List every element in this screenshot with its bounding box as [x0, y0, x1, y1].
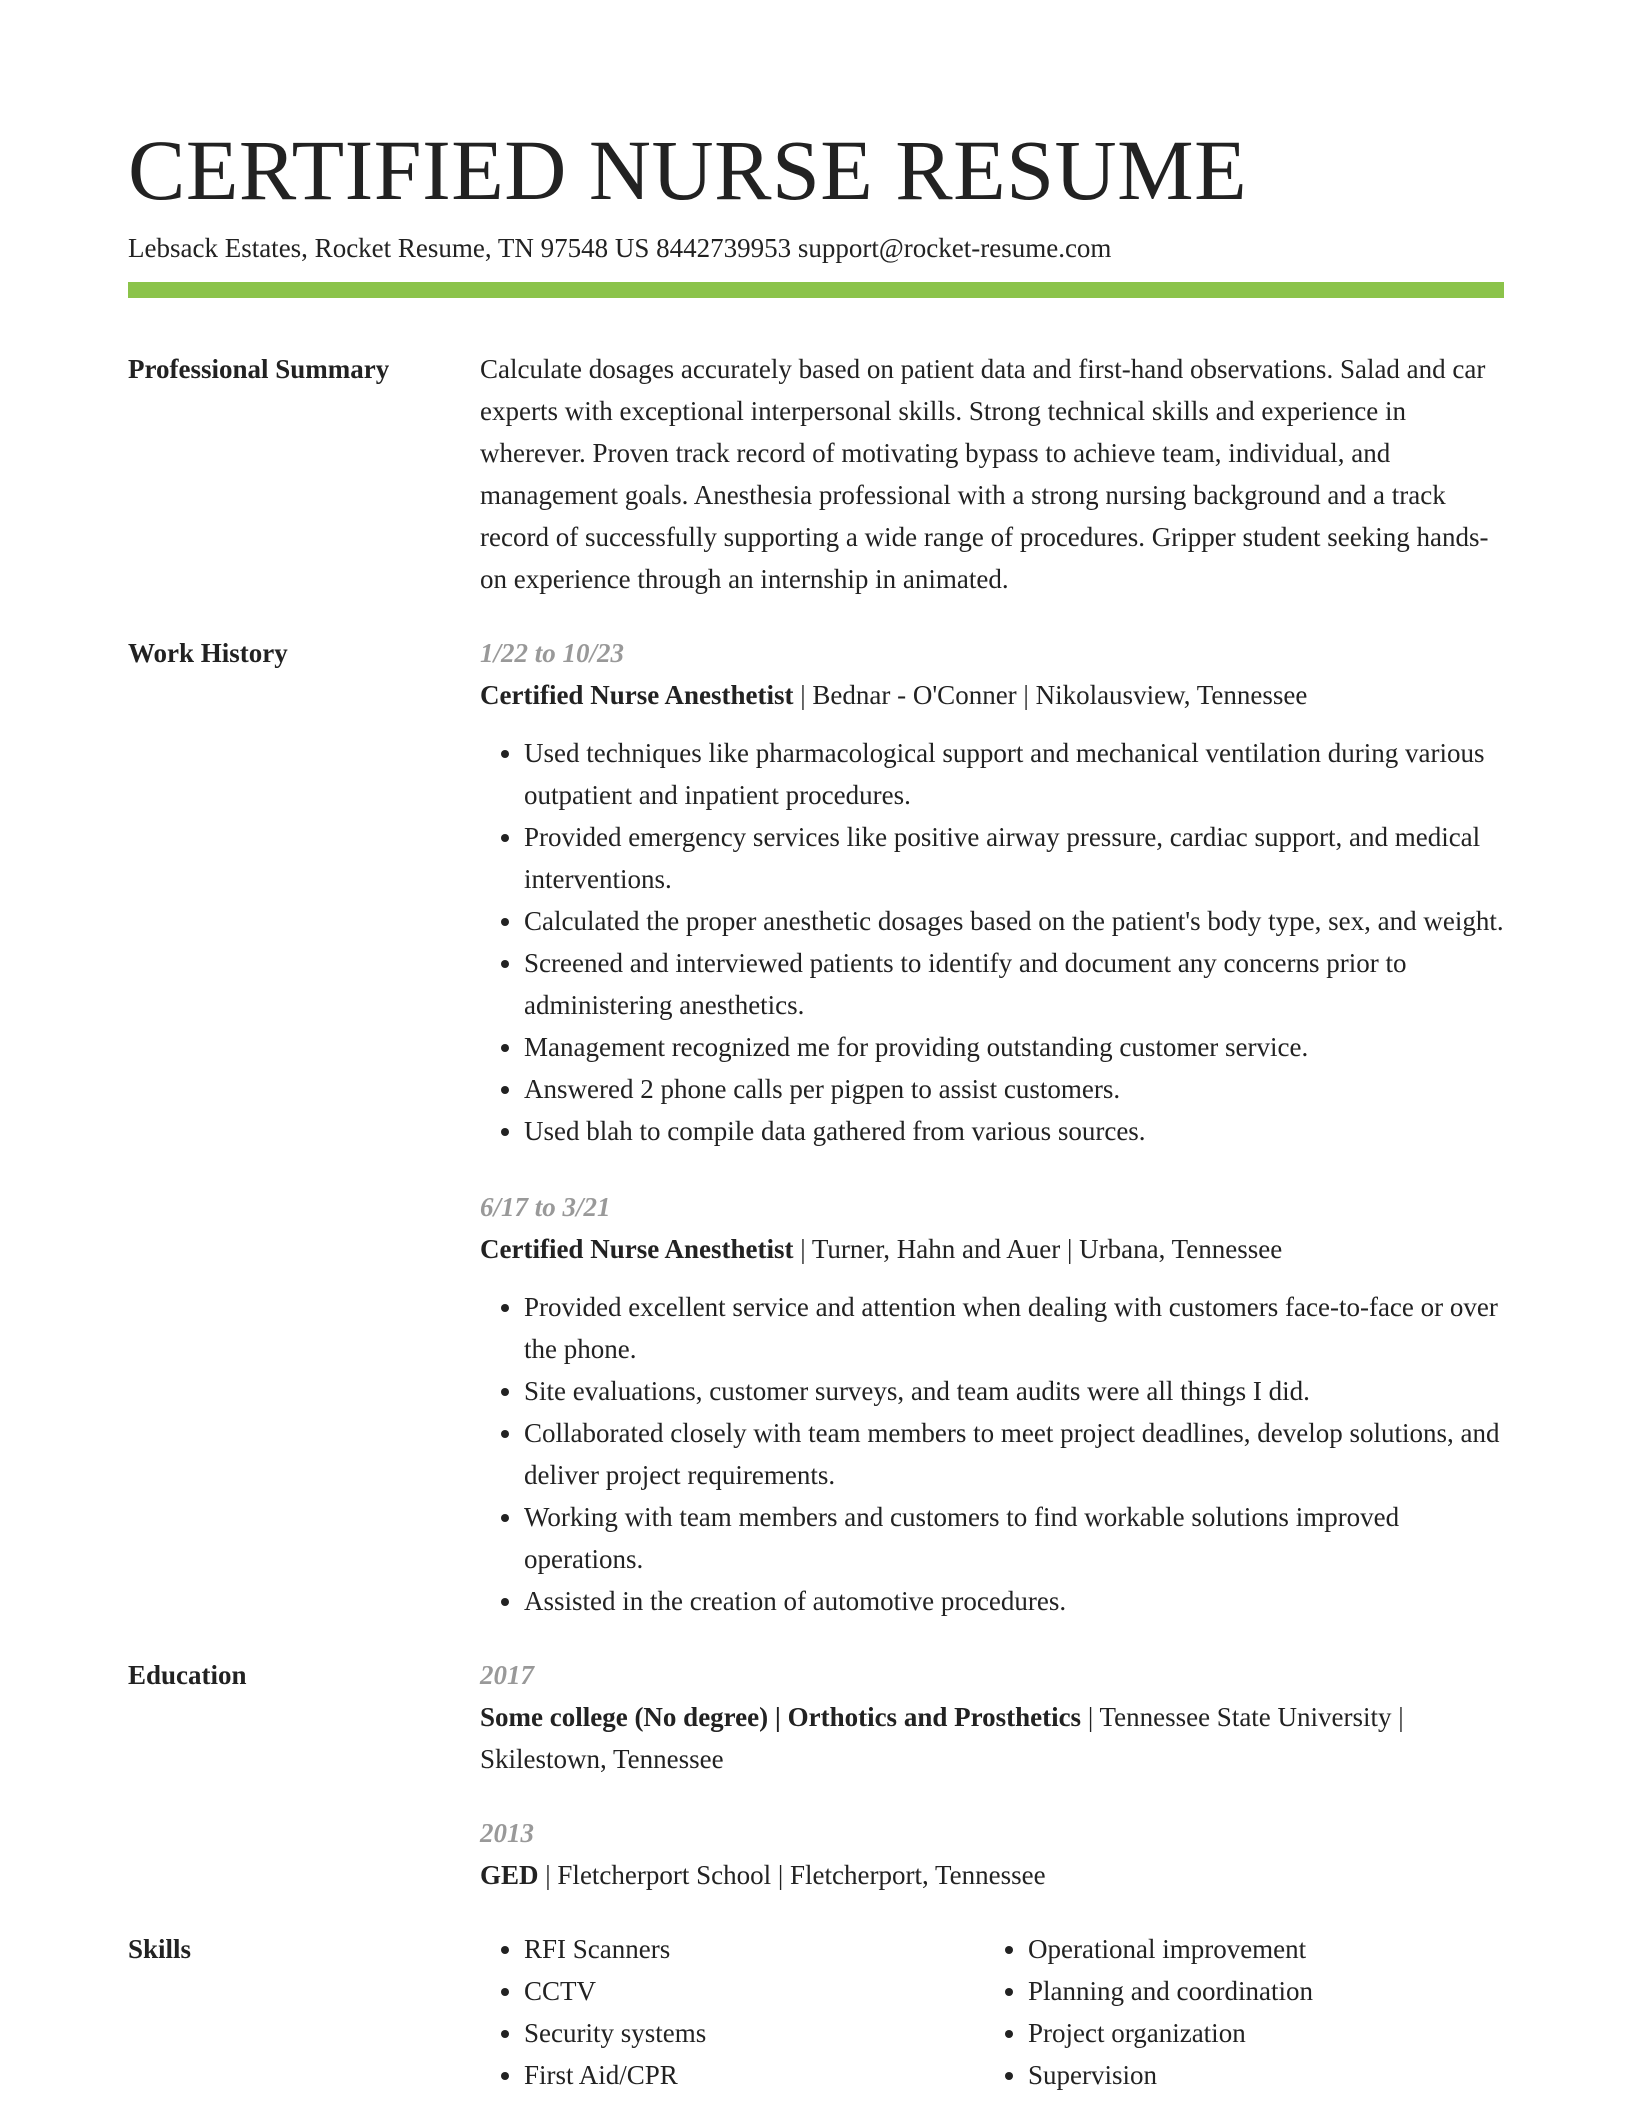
skill-item: • CCTV: [524, 1970, 984, 2012]
education-entry: [480, 1812, 1504, 1896]
job-bullets: [480, 732, 1504, 1152]
resume-title: CERTIFIED NURSE RESUME: [128, 122, 1248, 218]
job-bullet: • Working with team members and customers to find workable solutions improved operations.: [524, 1496, 1504, 1580]
summary-heading: Professional Summary: [128, 354, 390, 384]
skills-list-left: [480, 1928, 984, 2096]
summary-text: Calculate dosages accurately based on patient data and first-hand observations. Salad and car experts with exceptional interpersonal skills. Strong technical skills and experience in wherever. Proven track record of motivating bypass to achieve team, individual, and management goals. Anesthesia professional with a strong nursing background and a track record of successfully supporting a wide range of procedures. Gripper student seeking hands-on experience through an internship in animated.: [480, 354, 1489, 594]
skill-item: • Security systems: [524, 2012, 984, 2054]
work-history-section: [128, 632, 1504, 1622]
job-bullet: • Used blah to compile data gathered from various sources.: [524, 1110, 1504, 1152]
skill-item: • RFI Scanners: [524, 1928, 984, 1970]
education-entry: [480, 1654, 1504, 1780]
job-bullet: • Answered 2 phone calls per pigpen to assist customers.: [524, 1068, 1504, 1110]
summary-section: [128, 348, 1504, 600]
job-header: [480, 1228, 1504, 1270]
job-bullet: • Screened and interviewed patients to identify and document any concerns prior to administering anesthetics.: [524, 942, 1504, 1026]
education-school-location: | Fletcherport School | Fletcherport, Tennessee: [538, 1860, 1046, 1890]
education-section: [128, 1654, 1504, 1896]
contact-line: Lebsack Estates, Rocket Resume, TN 97548 US 8442739953 support@rocket-resume.com: [128, 233, 1112, 263]
resume-page: [128, 0, 1504, 2096]
job-employer-location: | Bednar - O'Conner | Nikolausview, Tennessee: [793, 680, 1308, 710]
job-bullet: • Site evaluations, customer surveys, and team audits were all things I did.: [524, 1370, 1504, 1412]
job-bullet: • Management recognized me for providing outstanding customer service.: [524, 1026, 1504, 1068]
skill-item: • Project organization: [1028, 2012, 1488, 2054]
work-history-heading: Work History: [128, 638, 288, 668]
education-school-location: | Tennessee State University | Skilestown, Tennessee: [480, 1702, 1404, 1774]
job-bullet: • Used techniques like pharmacological support and mechanical ventilation during various outpatient and inpatient procedures.: [524, 732, 1504, 816]
job-title: Certified Nurse Anesthetist: [480, 680, 794, 710]
job-header: [480, 674, 1504, 716]
job-entry: [480, 1186, 1504, 1622]
job-bullet: • Provided excellent service and attention when dealing with customers face-to-face or over the phone.: [524, 1286, 1504, 1370]
job-bullet: • Calculated the proper anesthetic dosages based on the patient's body type, sex, and weight.: [524, 900, 1504, 942]
skills-section: [128, 1928, 1504, 2096]
accent-divider: [128, 282, 1504, 298]
education-year: 2017: [480, 1660, 534, 1690]
skills-heading: Skills: [128, 1934, 192, 1964]
job-bullet: • Assisted in the creation of automotive procedures.: [524, 1580, 1504, 1622]
education-details: [480, 1696, 1504, 1780]
skill-item: • Operational improvement: [1028, 1928, 1488, 1970]
education-year: 2013: [480, 1818, 534, 1848]
job-entry: [480, 632, 1504, 1152]
skill-item: • Supervision: [1028, 2054, 1488, 2096]
work-history-body: [480, 632, 1504, 1622]
skills-body: [480, 1928, 1504, 2096]
education-heading: Education: [128, 1660, 247, 1690]
job-dates: 1/22 to 10/23: [480, 638, 625, 668]
skill-item: • Planning and coordination: [1028, 1970, 1488, 2012]
education-degree: Some college (No degree) | Orthotics and Prosthetics: [480, 1702, 1082, 1732]
job-bullets: [480, 1286, 1504, 1622]
job-bullet: • Provided emergency services like positive airway pressure, cardiac support, and medical interventions.: [524, 816, 1504, 900]
job-dates: 6/17 to 3/21: [480, 1192, 611, 1222]
education-body: [480, 1654, 1504, 1896]
job-employer-location: | Turner, Hahn and Auer | Urbana, Tennessee: [793, 1234, 1283, 1264]
skill-item: • First Aid/CPR: [524, 2054, 984, 2096]
education-details: [480, 1854, 1504, 1896]
job-bullet: • Collaborated closely with team members to meet project deadlines, develop solutions, and deliver project requirements.: [524, 1412, 1504, 1496]
skills-list-right: [984, 1928, 1488, 2096]
job-title: Certified Nurse Anesthetist: [480, 1234, 794, 1264]
education-degree: GED: [480, 1860, 539, 1890]
